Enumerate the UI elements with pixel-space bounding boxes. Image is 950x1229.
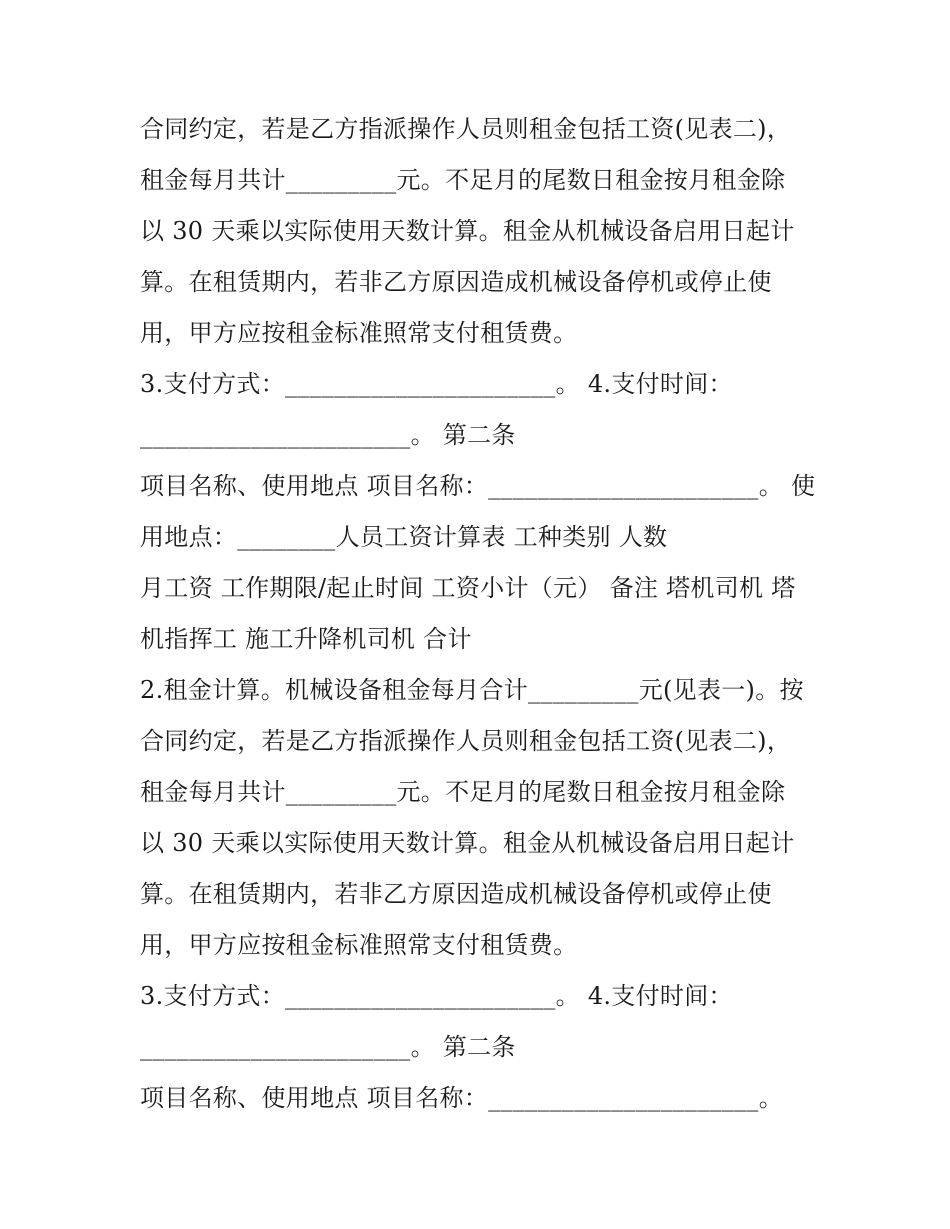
- text-line: 租金每月共计_________元。不足月的尾数日租金按月租金除: [140, 778, 786, 806]
- text-line: 合同约定，若是乙方指派操作人员则租金包括工资(见表二)，: [140, 115, 792, 143]
- text-line: 3.支付方式：______________________。 4.支付时间：: [140, 982, 733, 1010]
- text-line: 用，甲方应按租金标准照常支付租赁费。: [140, 319, 578, 347]
- text-line: 以 30 天乘以实际使用天数计算。租金从机械设备启用日起计: [140, 217, 795, 245]
- text-line: 机指挥工 施工升降机司机 合计: [140, 625, 472, 653]
- text-line: 月工资 工作期限/起止时间 工资小计（元） 备注 塔机司机 塔: [140, 574, 796, 602]
- text-line: 3.支付方式：______________________。 4.支付时间：: [140, 370, 733, 398]
- text-line: 项目名称、使用地点 项目名称：______________________。: [140, 1084, 784, 1112]
- text-line: 2.租金计算。机械设备租金每月合计_________元(见表一)。按: [140, 676, 804, 704]
- text-line: ______________________。 第二条: [140, 1033, 516, 1061]
- text-line: ______________________。 第二条: [140, 421, 516, 449]
- text-line: 用，甲方应按租金标准照常支付租赁费。: [140, 931, 578, 959]
- text-line: 租金每月共计_________元。不足月的尾数日租金按月租金除: [140, 166, 786, 194]
- text-line: 以 30 天乘以实际使用天数计算。租金从机械设备启用日起计: [140, 829, 795, 857]
- text-line: 合同约定，若是乙方指派操作人员则租金包括工资(见表二)，: [140, 727, 792, 755]
- text-line: 项目名称、使用地点 项目名称：______________________。 使: [140, 472, 816, 500]
- text-line: 算。在租赁期内，若非乙方原因造成机械设备停机或停止使: [140, 880, 772, 908]
- text-line: 用地点：________人员工资计算表 工种类别 人数: [140, 523, 668, 551]
- text-line: 算。在租赁期内，若非乙方原因造成机械设备停机或停止使: [140, 268, 772, 296]
